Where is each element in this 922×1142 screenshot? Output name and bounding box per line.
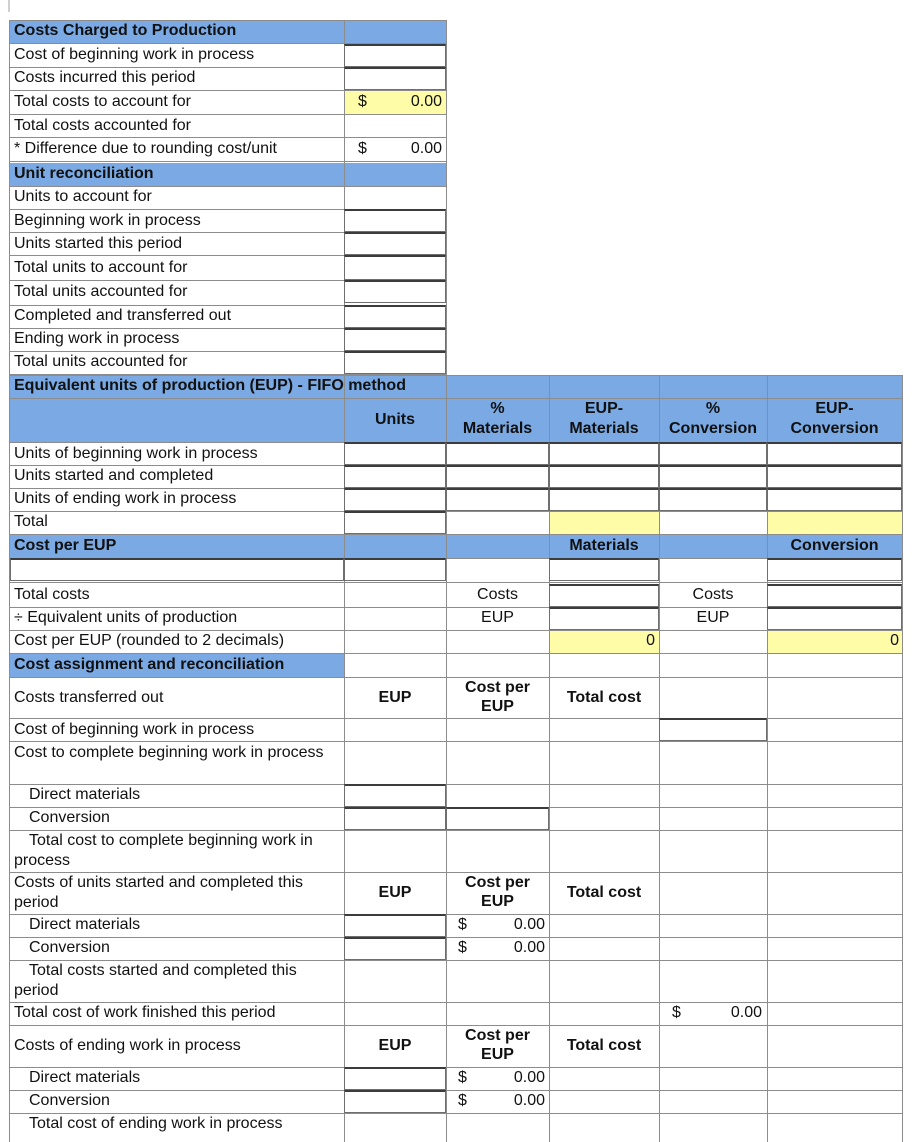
- label-started-conversion: Conversion: [29, 939, 110, 956]
- grid-line: [9, 114, 446, 115]
- label-ending-wip-costs: Costs of ending work in process: [14, 1037, 241, 1054]
- beginning-wip-units-input[interactable]: [344, 209, 446, 232]
- grid-line: [9, 1090, 902, 1091]
- label-started-completed-costs: Costs of units started and completed this period: [14, 874, 304, 911]
- conversion-eup-input[interactable]: [767, 607, 902, 630]
- grid-line: [9, 534, 902, 535]
- label-total-costs-accounted: Total costs accounted for: [14, 117, 191, 134]
- started-completed-dm-eup-input[interactable]: [344, 914, 446, 937]
- label-beginning-wip-units: Beginning work in process: [14, 212, 201, 229]
- started-conv-currency: $: [458, 939, 467, 956]
- cost-per-eup-conversion-note-input[interactable]: [767, 558, 902, 581]
- started-completed-eup-conversion-input[interactable]: [767, 465, 902, 488]
- cost-per-eup-conversion-header: Conversion: [790, 537, 879, 554]
- started-col-eup: EUP: [378, 884, 412, 901]
- started-completed-eup-materials-input[interactable]: [549, 465, 659, 488]
- beginning-wip-cost-input[interactable]: [344, 44, 446, 67]
- label-divide-eup: ÷ Equivalent units of production: [14, 609, 238, 626]
- started-col-cost-per-line2: EUP: [481, 893, 514, 910]
- transferred-col-eup: EUP: [378, 689, 412, 706]
- ending-eup-materials-input[interactable]: [549, 488, 659, 511]
- started-completed-conv-eup-input[interactable]: [344, 937, 446, 960]
- header-units: Units: [375, 411, 415, 428]
- label-costs-transferred-out: Costs transferred out: [14, 689, 164, 706]
- label-total-cost-complete-beginning: Total cost to complete beginning work in process: [14, 832, 313, 869]
- ending-pct-materials-input[interactable]: [446, 488, 549, 511]
- label-eup-ending: Units of ending work in process: [14, 490, 237, 507]
- label-total-finished: Total cost of work finished this period: [14, 1004, 276, 1021]
- ending-conv-eup-input[interactable]: [344, 1090, 446, 1113]
- ending-col-cost-per-line1: Cost per: [465, 1027, 530, 1044]
- label-eup-started-completed: Units started and completed: [14, 467, 214, 484]
- cost-per-eup-materials-note-input[interactable]: [549, 558, 659, 581]
- label-ending-conversion: Conversion: [29, 1092, 110, 1109]
- grid-line: [9, 1067, 902, 1068]
- beginning-eup-conversion-input[interactable]: [767, 442, 902, 465]
- conversion-costs-label: Costs: [692, 586, 734, 603]
- grid-line: [9, 90, 446, 91]
- total-eup-materials-cell: [549, 511, 659, 534]
- grid-line: [902, 375, 903, 1142]
- label-cost-per-eup-rounded: Cost per EUP (rounded to 2 decimals): [14, 632, 285, 649]
- header-eup-materials-line2: Materials: [569, 420, 639, 437]
- started-completed-pct-conversion-input[interactable]: [659, 465, 767, 488]
- ending-col-eup: EUP: [378, 1037, 412, 1054]
- ending-dm-eup-input[interactable]: [344, 1067, 446, 1090]
- total-finished-currency: $: [672, 1004, 681, 1021]
- ending-pct-conversion-input[interactable]: [659, 488, 767, 511]
- ending-units-input[interactable]: [344, 488, 446, 511]
- label-assign-beginning-wip: Cost of beginning work in process: [14, 721, 255, 738]
- label-ending-wip-units: Ending work in process: [14, 330, 180, 347]
- conversion-eup-label: EUP: [696, 609, 730, 626]
- cost-per-eup-materials-header: Materials: [569, 537, 639, 554]
- materials-eup-input[interactable]: [549, 607, 659, 630]
- label-total-units-to-account: Total units to account for: [14, 259, 188, 276]
- header-pct-conversion-line1: %: [705, 400, 721, 417]
- beginning-wip-cost-carry-input[interactable]: [659, 718, 767, 741]
- total-costs-value: 0.00: [410, 93, 442, 110]
- grid-line: [9, 137, 446, 138]
- header-eup-materials-line1: EUP-: [584, 400, 624, 417]
- label-units-to-account: Units to account for: [14, 188, 152, 205]
- label-started-direct-materials: Direct materials: [29, 916, 141, 933]
- materials-total-costs-input[interactable]: [549, 584, 659, 607]
- total-units-accounted-input[interactable]: [344, 280, 446, 303]
- materials-cost-per-eup-value: 0: [646, 632, 655, 649]
- conversion-cost-per-eup-value: 0: [890, 632, 899, 649]
- unit-reconciliation-title: Unit reconciliation: [14, 165, 154, 182]
- label-total-costs: Total costs: [14, 586, 90, 603]
- grid-line: [446, 20, 447, 375]
- label-units-started: Units started this period: [14, 235, 183, 252]
- transferred-col-total-cost: Total cost: [566, 689, 642, 706]
- beginning-units-input[interactable]: [344, 442, 446, 465]
- ending-col-total-cost: Total cost: [566, 1037, 642, 1054]
- transferred-col-cost-per-line2: EUP: [481, 698, 514, 715]
- label-total-started-completed: Total costs started and completed this period: [14, 962, 297, 999]
- header-eup-conversion-line2: Conversion: [790, 420, 879, 437]
- label-costs-incurred: Costs incurred this period: [14, 69, 196, 86]
- label-total-costs-to-account: Total costs to account for: [14, 93, 191, 110]
- beginning-eup-materials-input[interactable]: [549, 442, 659, 465]
- cost-per-eup-title: Cost per EUP: [14, 537, 117, 554]
- header-eup-conversion-line1: EUP-: [815, 400, 854, 417]
- label-beginning-wip-cost: Cost of beginning work in process: [14, 46, 255, 63]
- ending-conv-currency: $: [458, 1092, 467, 1109]
- label-total-units-accounted: Total units accounted for: [14, 283, 188, 300]
- label-total-ending-wip: Total cost of ending work in process: [29, 1115, 283, 1132]
- grid-line: [9, 161, 446, 162]
- grid-line: [9, 741, 902, 742]
- started-col-cost-per-line1: Cost per: [465, 874, 530, 891]
- ending-dm-cost-per-eup: 0.00: [513, 1069, 545, 1086]
- difference-currency: $: [358, 140, 367, 157]
- complete-beginning-conv-cost-per-input[interactable]: [446, 807, 549, 830]
- grid-line: [9, 20, 10, 375]
- grid-line: [9, 784, 902, 785]
- costs-charged-title: Costs Charged to Production: [14, 22, 237, 39]
- label-eup-beginning: Units of beginning work in process: [14, 445, 258, 462]
- ending-dm-currency: $: [458, 1069, 467, 1086]
- sheet-edge-marker: [8, 0, 10, 12]
- started-dm-cost-per-eup: 0.00: [513, 916, 545, 933]
- started-completed-units-input[interactable]: [344, 465, 446, 488]
- total-finished-value: 0.00: [730, 1004, 762, 1021]
- total-units-to-account-input[interactable]: [344, 255, 446, 280]
- cost-per-eup-blank-input[interactable]: [344, 558, 446, 581]
- completed-transferred-units-input[interactable]: [344, 305, 446, 328]
- label-completed-transferred: Completed and transferred out: [14, 307, 232, 324]
- started-dm-currency: $: [458, 916, 467, 933]
- rounding-difference-value: 0.00: [410, 140, 442, 157]
- label-total-units-accounted-2: Total units accounted for: [14, 353, 188, 370]
- started-completed-pct-materials-input[interactable]: [446, 465, 549, 488]
- ending-eup-conversion-input[interactable]: [767, 488, 902, 511]
- total-units-eup-input[interactable]: [344, 511, 446, 534]
- complete-beginning-conv-eup-input[interactable]: [344, 807, 446, 830]
- label-ending-direct-materials: Direct materials: [29, 1069, 141, 1086]
- eup-title: Equivalent units of production (EUP) - FIFO method: [14, 377, 406, 394]
- label-beginning-direct-materials: Direct materials: [29, 786, 141, 803]
- header-pct-materials-line1: %: [490, 400, 505, 417]
- total-units-accounted-2-input[interactable]: [344, 351, 446, 374]
- total-eup-conversion-cell: [767, 511, 902, 534]
- header-pct-conversion-line2: Conversion: [668, 420, 757, 437]
- materials-costs-label: Costs: [477, 586, 518, 603]
- grid-line: [9, 653, 902, 654]
- beginning-pct-conversion-input[interactable]: [659, 442, 767, 465]
- conversion-total-costs-input[interactable]: [767, 584, 902, 607]
- transferred-col-cost-per-line1: Cost per: [465, 679, 530, 696]
- total-costs-currency: $: [358, 93, 367, 110]
- ending-wip-units-input[interactable]: [344, 328, 446, 351]
- label-beginning-conversion: Conversion: [29, 809, 110, 826]
- started-col-total-cost: Total cost: [566, 884, 642, 901]
- grid-line: [9, 914, 902, 915]
- label-rounding-difference: * Difference due to rounding cost/unit: [14, 140, 277, 157]
- started-conv-cost-per-eup: 0.00: [513, 939, 545, 956]
- grid-line: [9, 582, 902, 583]
- label-cost-to-complete-beginning: Cost to complete beginning work in process: [14, 744, 324, 761]
- materials-eup-label: EUP: [481, 609, 514, 626]
- complete-beginning-dm-eup-input[interactable]: [344, 784, 446, 807]
- grid-line: [9, 718, 902, 719]
- grid-line: [9, 375, 10, 1142]
- ending-conv-cost-per-eup: 0.00: [513, 1092, 545, 1109]
- cost-per-eup-note-input[interactable]: [10, 558, 344, 581]
- beginning-pct-materials-input[interactable]: [446, 442, 549, 465]
- cost-assignment-title: Cost assignment and reconciliation: [14, 656, 285, 673]
- ending-col-cost-per-line2: EUP: [481, 1046, 514, 1063]
- costs-incurred-input[interactable]: [344, 67, 446, 90]
- grid-line: [9, 511, 902, 512]
- label-eup-total: Total: [14, 513, 48, 530]
- header-pct-materials-line2: Materials: [462, 420, 533, 437]
- grid-line: [9, 937, 902, 938]
- units-started-input[interactable]: [344, 232, 446, 255]
